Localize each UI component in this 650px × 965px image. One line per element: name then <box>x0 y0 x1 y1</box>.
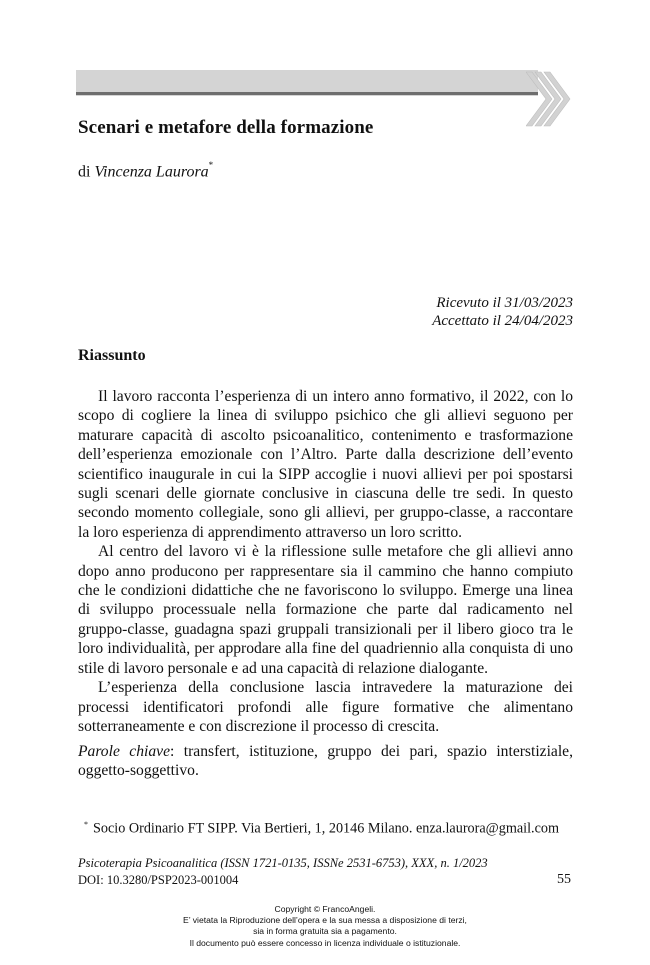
copyright-line: Il documento può essere concesso in licenza individuale o istituzionale. <box>189 937 461 948</box>
author-name: Vincenza Laurora <box>94 163 209 181</box>
author-footnote-marker: * <box>208 160 214 170</box>
keywords <box>78 742 573 781</box>
footnote-marker: * <box>84 820 88 829</box>
keywords-label: Parole chiave <box>78 743 170 760</box>
abstract-heading: Riassunto <box>78 347 146 364</box>
abstract-paragraph: L’esperienza della conclusione lascia intravedere la maturazione dei processi identificatori profondi alle figure formative che alimentano sotterraneamente e con discrezione il processo di crescita. <box>78 679 573 735</box>
page-number: 55 <box>557 872 571 887</box>
abstract-paragraph: Il lavoro racconta l’esperienza di un intero anno formativo, il 2022, con lo scopo di cogliere la linea di sviluppo psichico che gli allievi seguono per maturare capacità di ascolto psicoanalitico, contenimento e trasformazione dell’esperienza emozionale con l’Altro. Parte dalla descrizione dell’evento scientifico inaugurale in cui la SIPP accoglie i nuovi allievi per poi spostarsi sugli scenari delle giornate conclusive in ciascuna delle tre sedi. In questo secondo momento collegiale, sono gli allievi, per gruppo-classe, a raccontare la loro esperienza di apprendimento attraverso un loro scritto. <box>78 388 573 541</box>
keywords-text: : transfert, istituzione, gruppo dei pari, spazio interstiziale, oggetto-soggettivo. <box>78 743 573 780</box>
article-dates <box>432 294 573 330</box>
article-title: Scenari e metafore della formazione <box>78 117 374 138</box>
abstract-body <box>78 387 573 736</box>
author-prefix: di <box>78 163 95 181</box>
author-footnote <box>78 816 573 838</box>
footnote-text: Socio Ordinario FT SIPP. Via Bertieri, 1, 20146 Milano. enza.laurora@gmail.com <box>93 820 560 837</box>
accepted-date: Accettato il 24/04/2023 <box>432 313 573 329</box>
copyright-line: sia in forma gratuita sia a pagamento. <box>253 926 397 937</box>
received-date: Ricevuto il 31/03/2023 <box>436 295 573 311</box>
chevrons-right-icon <box>526 66 576 132</box>
doi: DOI: 10.3280/PSP2023-001004 <box>78 873 239 887</box>
copyright-notice <box>0 904 650 949</box>
header-rule <box>76 92 538 95</box>
copyright-line: Copyright © FrancoAngeli. <box>274 904 376 914</box>
copyright-line: E’ vietata la Riproduzione dell’opera e la sua messa a disposizione di terzi, <box>183 915 467 926</box>
author-line <box>78 162 213 181</box>
journal-citation: Psicoterapia Psicoanalitica (ISSN 1721-0135, ISSNe 2531-6753), XXX, n. 1/2023 <box>78 856 488 870</box>
abstract-paragraph: Al centro del lavoro vi è la riflessione sulle metafore che gli allievi anno dopo anno producono per rappresentare sia il cammino che hanno compiuto che le condizioni didattiche che ne favoriscono lo sviluppo. Emerge una linea di sviluppo processuale nella formazione che parte dal radicamento nel gruppo-classe, guadagna spazi gruppali transizionali per il libero gioco tra le loro individualità, per approdare alla fine del quadriennio alla conquista di uno stile di lavoro personale e ad una capacità di relazione dialogante. <box>78 543 573 677</box>
